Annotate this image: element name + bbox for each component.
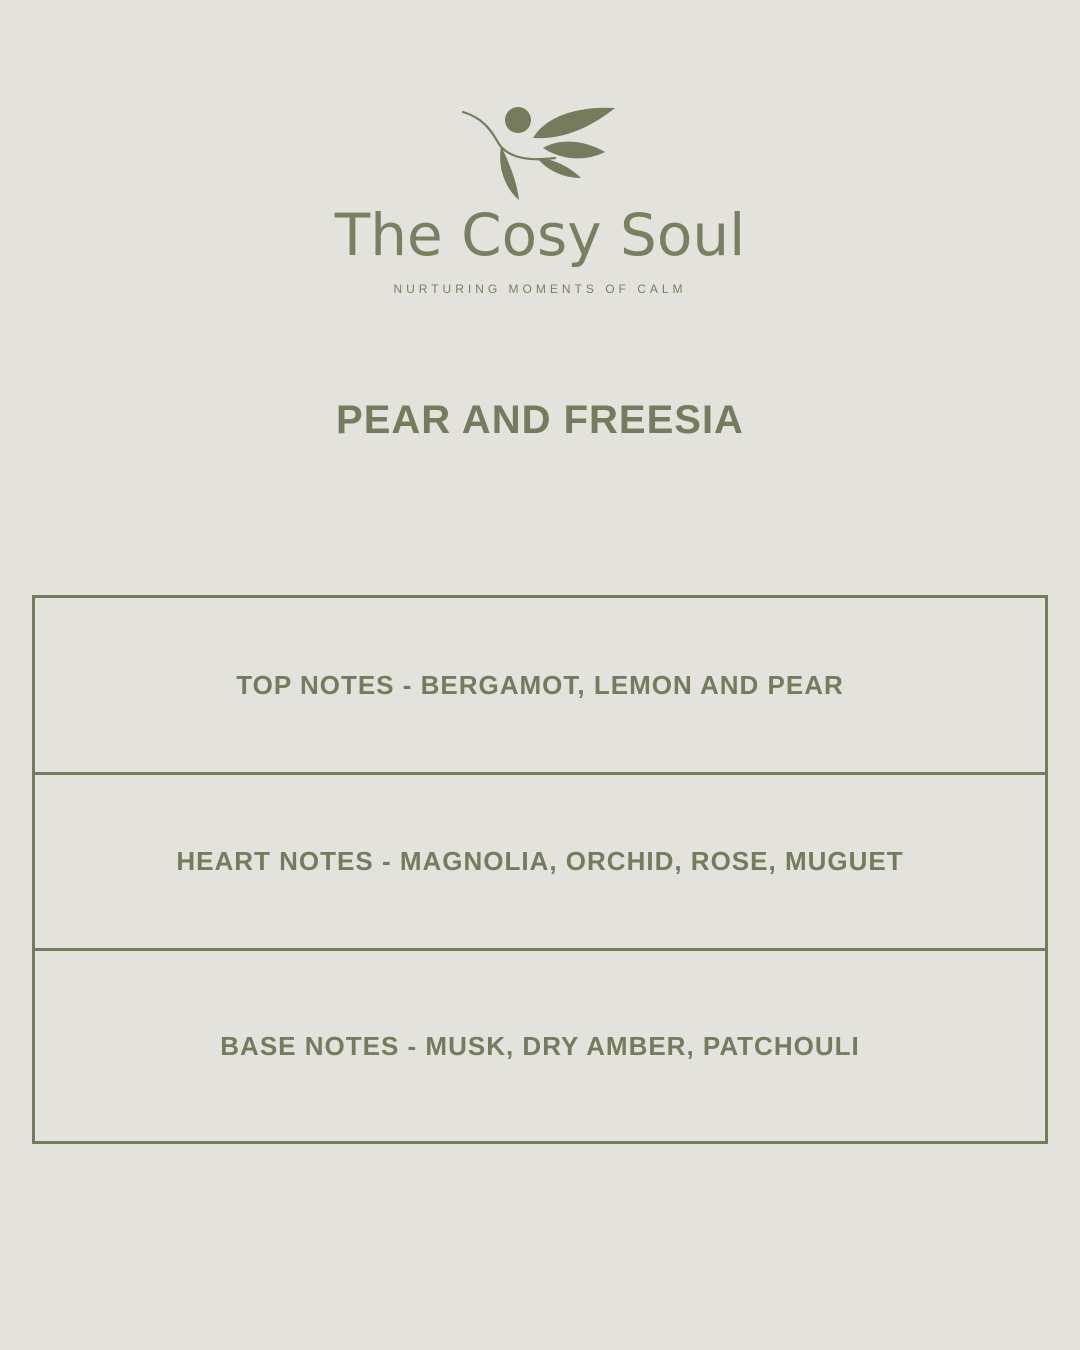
heart-notes-row: HEART NOTES - MAGNOLIA, ORCHID, ROSE, MUGUET xyxy=(35,775,1045,951)
brand-tagline: NURTURING MOMENTS OF CALM xyxy=(393,282,687,296)
fragrance-notes-table xyxy=(32,595,1048,1144)
top-notes-row: TOP NOTES - BERGAMOT, LEMON AND PEAR xyxy=(35,598,1045,775)
base-notes-row: BASE NOTES - MUSK, DRY AMBER, PATCHOULI xyxy=(220,1030,860,1061)
brand-logo xyxy=(0,100,1080,296)
brand-name: The Cosy Soul xyxy=(334,201,746,269)
olive-branch-icon xyxy=(455,100,625,210)
product-title: PEAR AND FREESIA xyxy=(336,398,744,442)
